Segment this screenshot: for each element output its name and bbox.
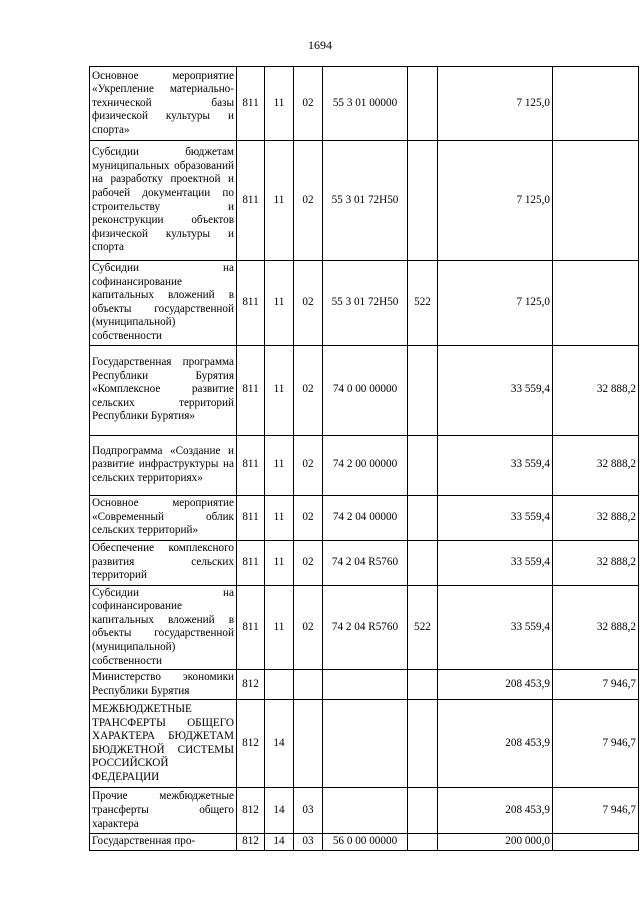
row-description: Субсидии на софинансирование капитальных вложений в объекты государственной (муниципальной) собственности: [90, 585, 237, 670]
expense-type-code: [408, 67, 438, 141]
table-row: [90, 345, 639, 435]
ministry-code: 812: [237, 788, 265, 834]
expense-type-code: [408, 670, 438, 700]
subsection-code: 02: [294, 495, 323, 540]
ministry-code: 811: [237, 435, 265, 495]
ministry-code: 811: [237, 540, 265, 585]
target-article-code: [323, 700, 408, 788]
section-code: 11: [265, 540, 294, 585]
table-row: [90, 261, 639, 346]
amount-year-1: 200 000,0: [438, 834, 553, 851]
table-row: [90, 540, 639, 585]
target-article-code: 74 2 04 R5760: [323, 585, 408, 670]
amount-year-1: 33 559,4: [438, 345, 553, 435]
table-row: [90, 67, 639, 141]
subsection-code: 02: [294, 261, 323, 346]
target-article-code: 74 0 00 00000: [323, 345, 408, 435]
expense-type-code: [408, 435, 438, 495]
ministry-code: 811: [237, 67, 265, 141]
amount-year-2: [553, 261, 639, 346]
expense-type-code: [408, 700, 438, 788]
subsection-code: 02: [294, 67, 323, 141]
row-description: Министерство экономики Республики Бурятия: [90, 670, 237, 700]
target-article-code: 56 0 00 00000: [323, 834, 408, 851]
amount-year-2: 7 946,7: [553, 670, 639, 700]
amount-year-2: [553, 834, 639, 851]
section-code: 11: [265, 67, 294, 141]
section-code: 11: [265, 345, 294, 435]
row-description: МЕЖБЮДЖЕТНЫЕ ТРАНСФЕРТЫ ОБЩЕГО ХАРАКТЕРА БЮДЖЕТАМ БЮДЖЕТНОЙ СИСТЕМЫ РОССИЙСКОЙ ФЕДЕРАЦИИ: [90, 700, 237, 788]
subsection-code: [294, 670, 323, 700]
amount-year-2: 32 888,2: [553, 345, 639, 435]
section-code: 11: [265, 261, 294, 346]
target-article-code: [323, 788, 408, 834]
target-article-code: 74 2 04 00000: [323, 495, 408, 540]
target-article-code: 74 2 04 R5760: [323, 540, 408, 585]
ministry-code: 811: [237, 261, 265, 346]
row-description: Субсидии на софинансирование капитальных вложений в объекты государственной (муниципальной) собственности: [90, 261, 237, 346]
ministry-code: 811: [237, 141, 265, 261]
amount-year-2: [553, 67, 639, 141]
subsection-code: 03: [294, 834, 323, 851]
ministry-code: 811: [237, 345, 265, 435]
row-description: Государственная про-: [90, 834, 237, 851]
subsection-code: 02: [294, 345, 323, 435]
subsection-code: [294, 700, 323, 788]
row-description: Обеспечение комплексного развития сельских территорий: [90, 540, 237, 585]
table-row: [90, 141, 639, 261]
table-row: [90, 495, 639, 540]
expense-type-code: 522: [408, 261, 438, 346]
ministry-code: 811: [237, 495, 265, 540]
amount-year-1: 33 559,4: [438, 495, 553, 540]
amount-year-2: 32 888,2: [553, 435, 639, 495]
subsection-code: 03: [294, 788, 323, 834]
ministry-code: 812: [237, 834, 265, 851]
amount-year-2: 7 946,7: [553, 788, 639, 834]
amount-year-1: 7 125,0: [438, 67, 553, 141]
amount-year-2: 7 946,7: [553, 700, 639, 788]
expense-type-code: [408, 345, 438, 435]
amount-year-2: 32 888,2: [553, 585, 639, 670]
subsection-code: 02: [294, 141, 323, 261]
expense-type-code: [408, 540, 438, 585]
target-article-code: 55 3 01 00000: [323, 67, 408, 141]
amount-year-2: [553, 141, 639, 261]
section-code: 14: [265, 788, 294, 834]
row-description: Основное мероприятие «Современный облик сельских территорий»: [90, 495, 237, 540]
table-row: [90, 435, 639, 495]
amount-year-2: 32 888,2: [553, 540, 639, 585]
expense-type-code: 522: [408, 585, 438, 670]
expense-type-code: [408, 495, 438, 540]
row-description: Основное мероприятие «Укрепление материально-технической базы физической культуры и спорта»: [90, 67, 237, 141]
target-article-code: [323, 670, 408, 700]
section-code: 11: [265, 141, 294, 261]
page-number: 1694: [308, 38, 332, 52]
subsection-code: 02: [294, 585, 323, 670]
amount-year-1: 33 559,4: [438, 540, 553, 585]
amount-year-1: 33 559,4: [438, 585, 553, 670]
amount-year-2: 32 888,2: [553, 495, 639, 540]
amount-year-1: 7 125,0: [438, 261, 553, 346]
target-article-code: 55 3 01 72H50: [323, 141, 408, 261]
section-code: [265, 670, 294, 700]
target-article-code: 55 3 01 72H50: [323, 261, 408, 346]
ministry-code: 812: [237, 670, 265, 700]
table-row: [90, 700, 639, 788]
section-code: 11: [265, 435, 294, 495]
expense-type-code: [408, 834, 438, 851]
subsection-code: 02: [294, 540, 323, 585]
row-description: Подпрограмма «Создание и развитие инфраструктуры на сельских территориях»: [90, 435, 237, 495]
section-code: 11: [265, 585, 294, 670]
subsection-code: 02: [294, 435, 323, 495]
section-code: 14: [265, 700, 294, 788]
expense-type-code: [408, 788, 438, 834]
section-code: 11: [265, 495, 294, 540]
amount-year-1: 7 125,0: [438, 141, 553, 261]
ministry-code: 812: [237, 700, 265, 788]
amount-year-1: 208 453,9: [438, 670, 553, 700]
table-row: [90, 788, 639, 834]
table-row: [90, 670, 639, 700]
row-description: Государственная программа Республики Бурятия «Комплексное развитие сельских территорий Республики Бурятия»: [90, 345, 237, 435]
table-row: [90, 834, 639, 851]
table-row: [90, 585, 639, 670]
expense-type-code: [408, 141, 438, 261]
budget-table: [89, 66, 639, 851]
row-description: Субсидии бюджетам муниципальных образований на разработку проектной и рабочей документации по строительству и реконструкции объектов физической культуры и спорта: [90, 141, 237, 261]
row-description: Прочие межбюджетные трансферты общего характера: [90, 788, 237, 834]
target-article-code: 74 2 00 00000: [323, 435, 408, 495]
section-code: 14: [265, 834, 294, 851]
amount-year-1: 208 453,9: [438, 700, 553, 788]
amount-year-1: 33 559,4: [438, 435, 553, 495]
amount-year-1: 208 453,9: [438, 788, 553, 834]
ministry-code: 811: [237, 585, 265, 670]
